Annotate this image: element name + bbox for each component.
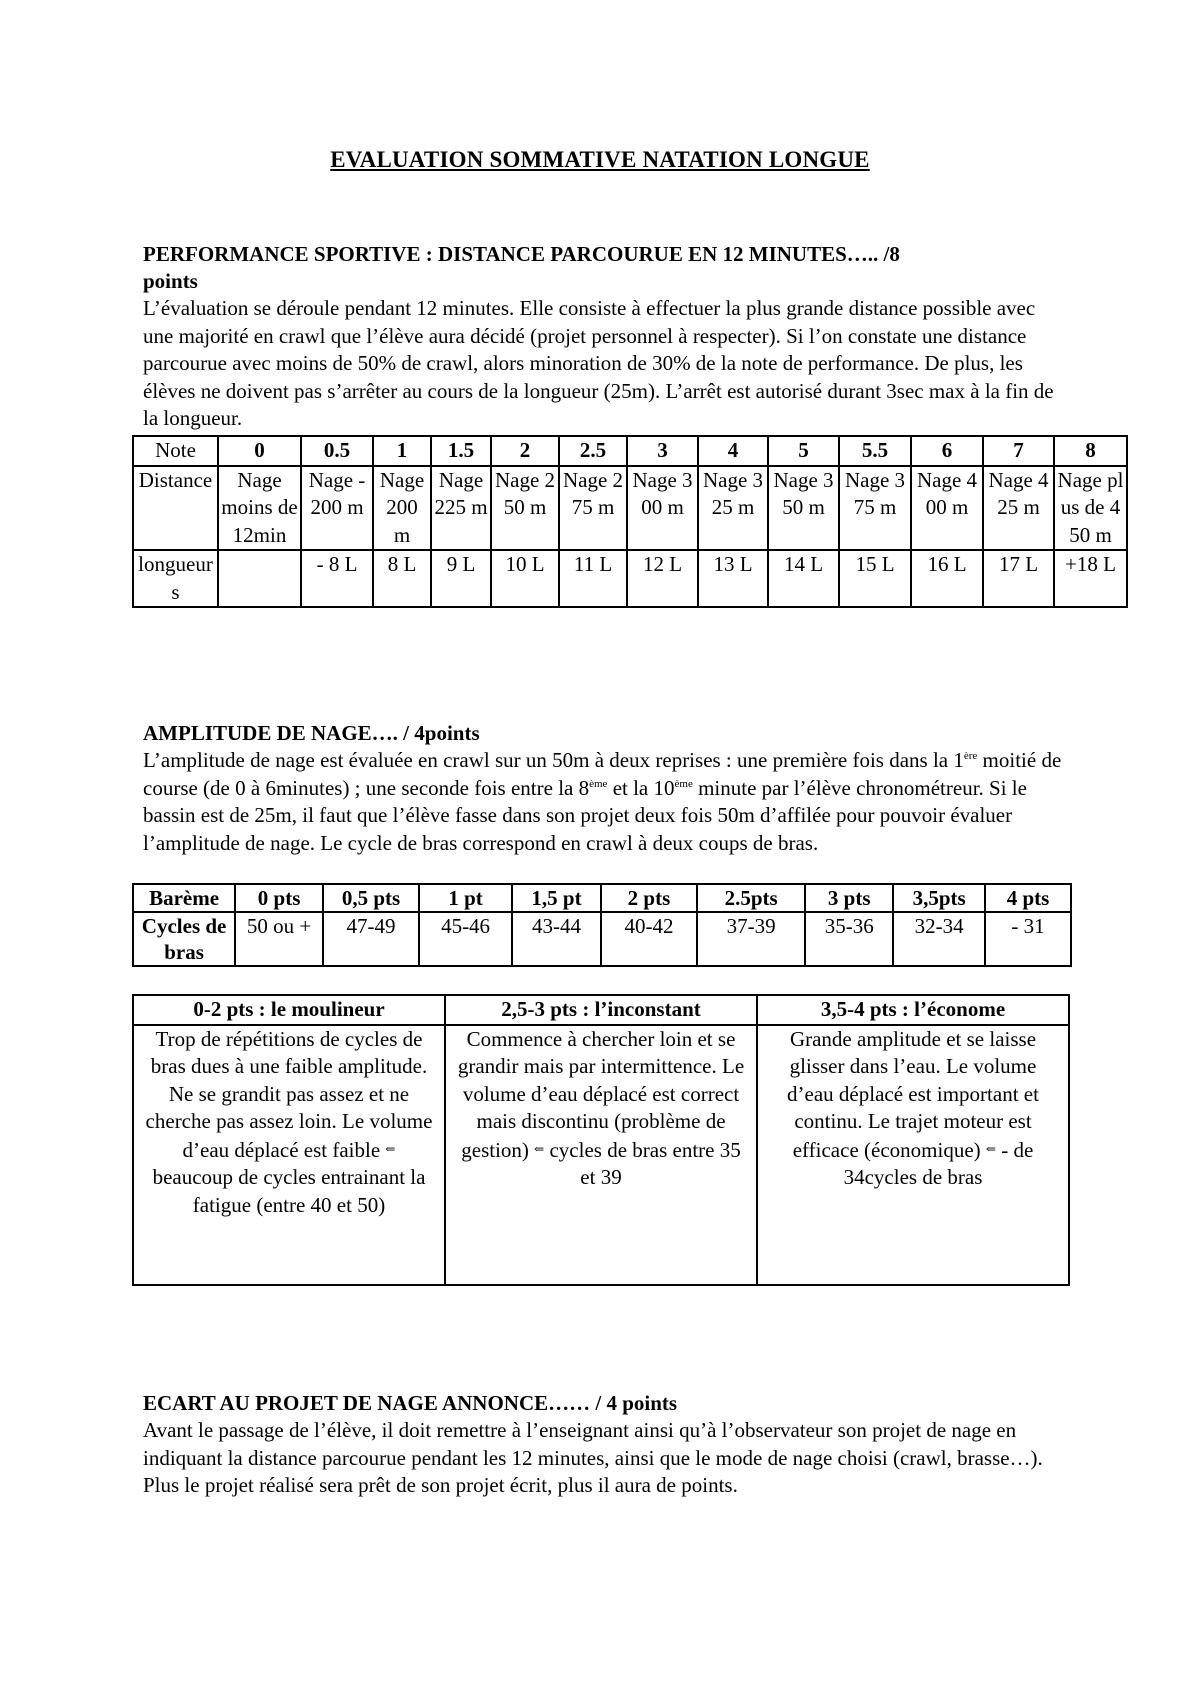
header-cell: 1,5 pt bbox=[512, 884, 601, 912]
table-cell: 9 L bbox=[431, 550, 491, 607]
ecart-description: Avant le passage de l’élève, il doit remettre à l’enseignant ainsi qu’à l’observateur son projet de nage en indiquant la distance parcourue pendant les 12 minutes, ainsi que le mode de nage choisi (crawl, brasse…). Plus le projet réalisé sera prêt de son projet écrit, plus il aura de points. bbox=[143, 1418, 1043, 1497]
table-cell: Nage -200 m bbox=[301, 466, 373, 551]
table-cell: 10 L bbox=[491, 550, 559, 607]
header-cell: Note bbox=[133, 436, 218, 466]
table-cell: 8 L bbox=[373, 550, 431, 607]
header-cell: 0.5 bbox=[301, 436, 373, 466]
amplitude-table bbox=[132, 883, 1072, 967]
table-cell: 45-46 bbox=[419, 912, 512, 966]
amplitude-description bbox=[143, 747, 1068, 857]
header-cell: 1.5 bbox=[431, 436, 491, 466]
amplitude-cycles-row bbox=[133, 912, 1071, 966]
performance-heading-line2: points bbox=[143, 269, 198, 293]
amplitude-heading: AMPLITUDE DE NAGE…. / 4points bbox=[143, 721, 480, 745]
table-cell: 40-42 bbox=[601, 912, 697, 966]
table-cell: 37-39 bbox=[697, 912, 805, 966]
header-cell: 2.5pts bbox=[697, 884, 805, 912]
page-title: EVALUATION SOMMATIVE NATATION LONGUE bbox=[330, 147, 870, 172]
performance-lengths-row bbox=[133, 550, 1127, 607]
ecart-section bbox=[143, 1390, 1068, 1500]
table-cell: Nage moins de 12min bbox=[218, 466, 301, 551]
arrow-icon: ⇐ bbox=[385, 1141, 396, 1156]
amplitude-text-part: minute par l’élève chronométreur. Si le bassin est de 25m, il faut que l’élève fasse dans son projet deux fois 50m d’affilée pour pouvoir évaluer l’amplitude de nage. Le cycle de bras correspond en crawl à deux coups de bras. bbox=[143, 775, 1027, 855]
header-cell: 5 bbox=[768, 436, 839, 466]
amplitude-text-part: moitié de course (de 0 à 6minutes) ; une seconde fois entre la 8 bbox=[143, 748, 1062, 800]
table-cell: Nage 350 m bbox=[768, 466, 839, 551]
table-cell: 43-44 bbox=[512, 912, 601, 966]
header-cell: 8 bbox=[1054, 436, 1127, 466]
amplitude-text-part: et la 10 bbox=[607, 775, 675, 800]
profile-text: - de 34cycles de bras bbox=[843, 1137, 1034, 1189]
header-cell: 2 bbox=[491, 436, 559, 466]
superscript: ère bbox=[963, 750, 978, 762]
table-cell: Nage 225 m bbox=[431, 466, 491, 551]
table-cell: 32-34 bbox=[893, 912, 985, 966]
header-cell: 1 bbox=[373, 436, 431, 466]
table-cell: 11 L bbox=[559, 550, 627, 607]
header-cell: 4 pts bbox=[985, 884, 1071, 912]
superscript: ème bbox=[589, 777, 608, 790]
profile-header-moulineur: 0-2 pts : le moulineur bbox=[133, 995, 445, 1025]
table-cell: 12 L bbox=[627, 550, 698, 607]
header-cell: 1 pt bbox=[419, 884, 512, 912]
performance-heading-line1: PERFORMANCE SPORTIVE : DISTANCE PARCOURUE EN 12 MINUTES….. /8 bbox=[143, 242, 900, 266]
profile-header-inconstant: 2,5-3 pts : l’inconstant bbox=[445, 995, 757, 1025]
performance-header-row bbox=[133, 436, 1127, 466]
header-cell: 3 bbox=[627, 436, 698, 466]
table-cell: Nage plus de 450 m bbox=[1054, 466, 1127, 551]
table-cell bbox=[218, 550, 301, 607]
profile-description-row bbox=[133, 1025, 1069, 1285]
header-cell: 0 bbox=[218, 436, 301, 466]
table-cell: Nage 275 m bbox=[559, 466, 627, 551]
table-cell: longueurs bbox=[133, 550, 218, 607]
table-cell: 50 ou + bbox=[235, 912, 323, 966]
header-cell: 4 bbox=[698, 436, 768, 466]
profile-text: Trop de répétitions de cycles de bras dues à une faible amplitude. Ne se grandit pas assez et ne cherche pas assez loin. Le volume d’eau déplacé est faible bbox=[145, 1026, 433, 1162]
amplitude-section bbox=[143, 720, 1068, 857]
table-cell: 14 L bbox=[768, 550, 839, 607]
table-cell: 13 L bbox=[698, 550, 768, 607]
table-cell: 47-49 bbox=[323, 912, 419, 966]
arrow-icon: ⇐ bbox=[985, 1141, 996, 1156]
amplitude-header-row bbox=[133, 884, 1071, 912]
performance-description: L’évaluation se déroule pendant 12 minutes. Elle consiste à effectuer la plus grande distance possible avec une majorité en crawl que l’élève aura décidé (projet personnel à respecter). Si l’on constate une distance parcourue avec moins de 50% de crawl, alors minoration de 30% de la note de performance. De plus, les élèves ne doivent pas s’arrêter au cours de la longueur (25m). L’arrêt est autorisé durant 3sec max à la fin de la longueur. bbox=[143, 296, 1054, 430]
profile-econome-cell bbox=[757, 1025, 1069, 1285]
performance-heading bbox=[143, 241, 1068, 295]
table-cell: Nage 400 m bbox=[911, 466, 983, 551]
profile-text: cycles de bras entre 35 et 39 bbox=[549, 1137, 741, 1189]
performance-section bbox=[143, 241, 1068, 433]
profile-moulineur-cell bbox=[133, 1025, 445, 1285]
header-cell: 2 pts bbox=[601, 884, 697, 912]
header-cell: 0,5 pts bbox=[323, 884, 419, 912]
profile-text: Grande amplitude et se laisse glisser dans l’eau. Le volume d’eau déplacé est important et continu. Le trajet moteur est efficace (économique) bbox=[787, 1026, 1039, 1162]
amplitude-text-part: L’amplitude de nage est évaluée en crawl sur un 50m à deux reprises : une première fois dans la 1 bbox=[143, 748, 964, 772]
profile-text: Commence à chercher loin et se grandir mais par intermittence. Le volume d’eau déplacé est correct mais discontinu (problème de gestion) bbox=[457, 1026, 745, 1162]
table-cell: Nage 250 m bbox=[491, 466, 559, 551]
table-cell: +18 L bbox=[1054, 550, 1127, 607]
performance-distance-row bbox=[133, 466, 1127, 551]
table-cell: 35-36 bbox=[805, 912, 893, 966]
header-cell: 2.5 bbox=[559, 436, 627, 466]
superscript: ème bbox=[674, 777, 693, 790]
header-cell: 7 bbox=[983, 436, 1054, 466]
table-cell: - 31 bbox=[985, 912, 1071, 966]
profile-text: beaucoup de cycles entrainant la fatigue (entre 40 et 50) bbox=[152, 1165, 426, 1217]
table-cell: Nage 325 m bbox=[698, 466, 768, 551]
ecart-heading: ECART AU PROJET DE NAGE ANNONCE…… / 4 points bbox=[143, 1391, 678, 1415]
table-cell: - 8 L bbox=[301, 550, 373, 607]
header-cell: 3,5pts bbox=[893, 884, 985, 912]
table-cell: 16 L bbox=[911, 550, 983, 607]
header-cell: Barème bbox=[133, 884, 235, 912]
table-cell: Nage 375 m bbox=[839, 466, 911, 551]
table-cell: Nage 300 m bbox=[627, 466, 698, 551]
header-cell: 0 pts bbox=[235, 884, 323, 912]
table-cell: Nage 425 m bbox=[983, 466, 1054, 551]
swimmer-profile-table bbox=[132, 994, 1070, 1286]
header-cell: 3 pts bbox=[805, 884, 893, 912]
performance-table bbox=[132, 435, 1128, 608]
table-cell: 17 L bbox=[983, 550, 1054, 607]
profile-header-row bbox=[133, 995, 1069, 1025]
table-cell: 15 L bbox=[839, 550, 911, 607]
profile-inconstant-cell bbox=[445, 1025, 757, 1285]
table-cell: Nage 200 m bbox=[373, 466, 431, 551]
header-cell: 6 bbox=[911, 436, 983, 466]
header-cell: 5.5 bbox=[839, 436, 911, 466]
profile-header-econome: 3,5-4 pts : l’économe bbox=[757, 995, 1069, 1025]
arrow-icon: ⇐ bbox=[534, 1141, 545, 1156]
table-cell: Distance bbox=[133, 466, 218, 551]
table-cell: Cycles de bras bbox=[133, 912, 235, 966]
